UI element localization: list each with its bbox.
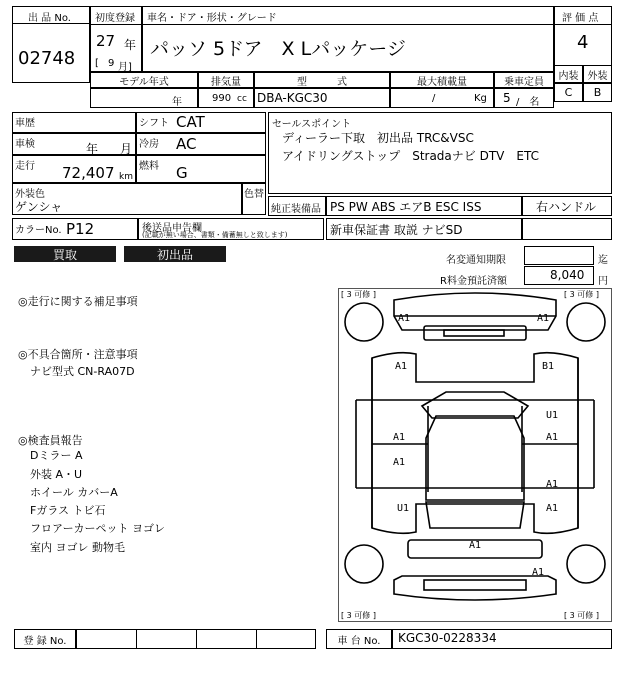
sales-points-line1: ディーラー下取 初出品 TRC&VSC [282,131,474,145]
damage-mark: A1 [393,457,406,468]
wheel-front-left [345,303,383,341]
sales-points-line2: アイドリングストップ Stradaナビ DTV ETC [282,149,539,163]
first-reg-month: 9 [108,58,115,69]
history-label: 車歴 [15,118,35,129]
model-year-unit: 年 [172,97,182,108]
model-year-label: モデル年式 [90,72,198,88]
notice-value-box [524,246,594,265]
equipment-items: PS PW ABS エアB ESC ISS [330,200,482,214]
post-report-label: 後送品申告欄 [142,223,202,234]
sales-points-label: セールスポイント [272,119,352,130]
inspection-year-unit: 年 [86,142,99,156]
shift-label: シフト [139,118,169,129]
defects-line1: ナビ型式 CN-RA07D [30,365,135,378]
equipment-label: 純正装備品 [271,204,321,215]
corner-top-right: [ 3 可修 ] [564,290,599,299]
chassis-label: 車 台 No. [326,629,392,649]
damage-mark: A1 [546,479,559,490]
notice-label: 名変通知期限 [446,255,506,266]
first-reg-label: 初度登録 [95,13,135,24]
driving-notes-title: ◎走行に関する補足事項 [18,295,138,308]
mileage-label: 走行 [15,161,35,172]
car-diagram [338,288,612,622]
windshield [422,392,528,418]
damage-mark: A1 [395,361,408,372]
mileage-value: 72,407 [62,164,115,182]
first-reg-year: 27 [96,32,116,50]
interior-label: 内装 [554,65,583,83]
aircon-value: AC [176,135,197,153]
damage-mark: A1 [398,313,411,324]
notice-unit: 迄 [598,255,608,266]
grade-label-line [554,24,612,25]
chassis-no: KGC30-0228334 [398,631,497,645]
reg-no-divider [256,629,257,649]
reg-no-label: 登 録 No. [14,629,76,649]
fuel-value: G [176,164,188,182]
reg-no-divider [196,629,197,649]
inspector-line: Fガラス トビ石 [30,504,106,517]
corner-top-left: [ 3 可修 ] [341,290,376,299]
corner-bottom-left: [ 3 可修 ] [341,611,376,620]
steering-value: 右ハンドル [536,200,597,214]
inspector-line: フロアーカーペット ヨゴレ [30,522,165,535]
damage-mark: A1 [546,503,559,514]
damage-mark: U1 [546,410,559,421]
first-listing-flag: 初出品 [124,246,226,262]
inspector-title: ◎検査員報告 [18,434,83,447]
damage-mark: A1 [532,567,545,578]
car-name-label: 車名・ドア・形状・グレード [147,13,277,24]
lot-number: 02748 [18,48,76,69]
damage-mark: A1 [469,540,482,551]
color-no-label: カラーNo. [15,225,62,236]
defects-title: ◎不具合箇所・注意事項 [18,348,138,361]
inspector-line: 室内 ヨゴレ 動物毛 [30,541,125,554]
blank-cell [522,218,612,240]
model-code: DBA-KGC30 [257,91,328,105]
post-report-note: (記載が無い場合、書類・備蓄無しと致します) [142,231,288,239]
reg-no-divider [136,629,137,649]
damage-mark: A1 [537,313,550,324]
car-name-label-line [142,24,554,25]
capacity-unit: / 名 [516,97,540,108]
mileage-unit: km [119,172,133,182]
buy-flag: 買取 [14,246,116,262]
rear-window [426,502,524,528]
inspector-line: Dミラー A [30,449,83,462]
recycle-label: R料金預託済額 [440,276,507,287]
inspector-line: 外装 A・U [30,468,83,481]
recycle-unit: 円 [598,276,608,287]
max-load-label: 最大積載量 [390,72,494,88]
displacement-unit: cc [237,94,247,104]
capacity-label: 乗車定員 [494,72,554,88]
damage-mark: U1 [397,503,410,514]
exterior-label: 外装 [583,65,612,83]
grade-label: 評 価 点 [562,13,599,24]
lot-label: 出 品 No. [28,13,71,24]
displacement-value: 990 [212,93,232,104]
corner-bottom-right: [ 3 可修 ] [564,611,599,620]
recycle-value: 8,040 [550,268,585,282]
damage-mark: B1 [542,361,555,372]
inspection-month-unit: 月 [120,142,133,156]
first-reg-month-open: [ [95,58,99,69]
car-name: パッソ 5ドア X Lパッケージ [150,38,406,60]
first-reg-month-close: 月] [118,62,132,73]
capacity-value: 5 [503,91,511,105]
warranty-value: 新車保証書 取説 ナビSD [330,223,463,237]
displacement-label: 排気量 [198,72,254,88]
inspector-line: ホイール カバーA [30,486,118,499]
color-no-value: P12 [66,220,95,238]
damage-mark: A1 [393,432,406,443]
first-reg-year-unit: 年 [124,38,137,52]
fuel-label: 燃料 [139,161,159,172]
grade-score: 4 [577,32,589,53]
inspection-label: 車検 [15,139,35,150]
first-reg-label-line [90,24,142,25]
interior-score: C [554,83,583,102]
exterior-color-value: ゲンシャ [15,200,63,214]
wheel-front-right [567,303,605,341]
exterior-score: B [583,83,612,102]
load-unit: Kg [474,93,487,104]
front-bumper [394,293,556,330]
damage-mark: A1 [546,432,559,443]
type-label: 型 式 [254,72,390,88]
wheel-rear-right [567,545,605,583]
load-value: / [432,93,436,104]
shift-value: CAT [176,113,205,131]
exterior-color-label: 外装色 [15,189,45,200]
aircon-label: 冷房 [139,139,159,150]
color-change-label: 色替 [244,189,264,200]
wheel-rear-left [345,545,383,583]
